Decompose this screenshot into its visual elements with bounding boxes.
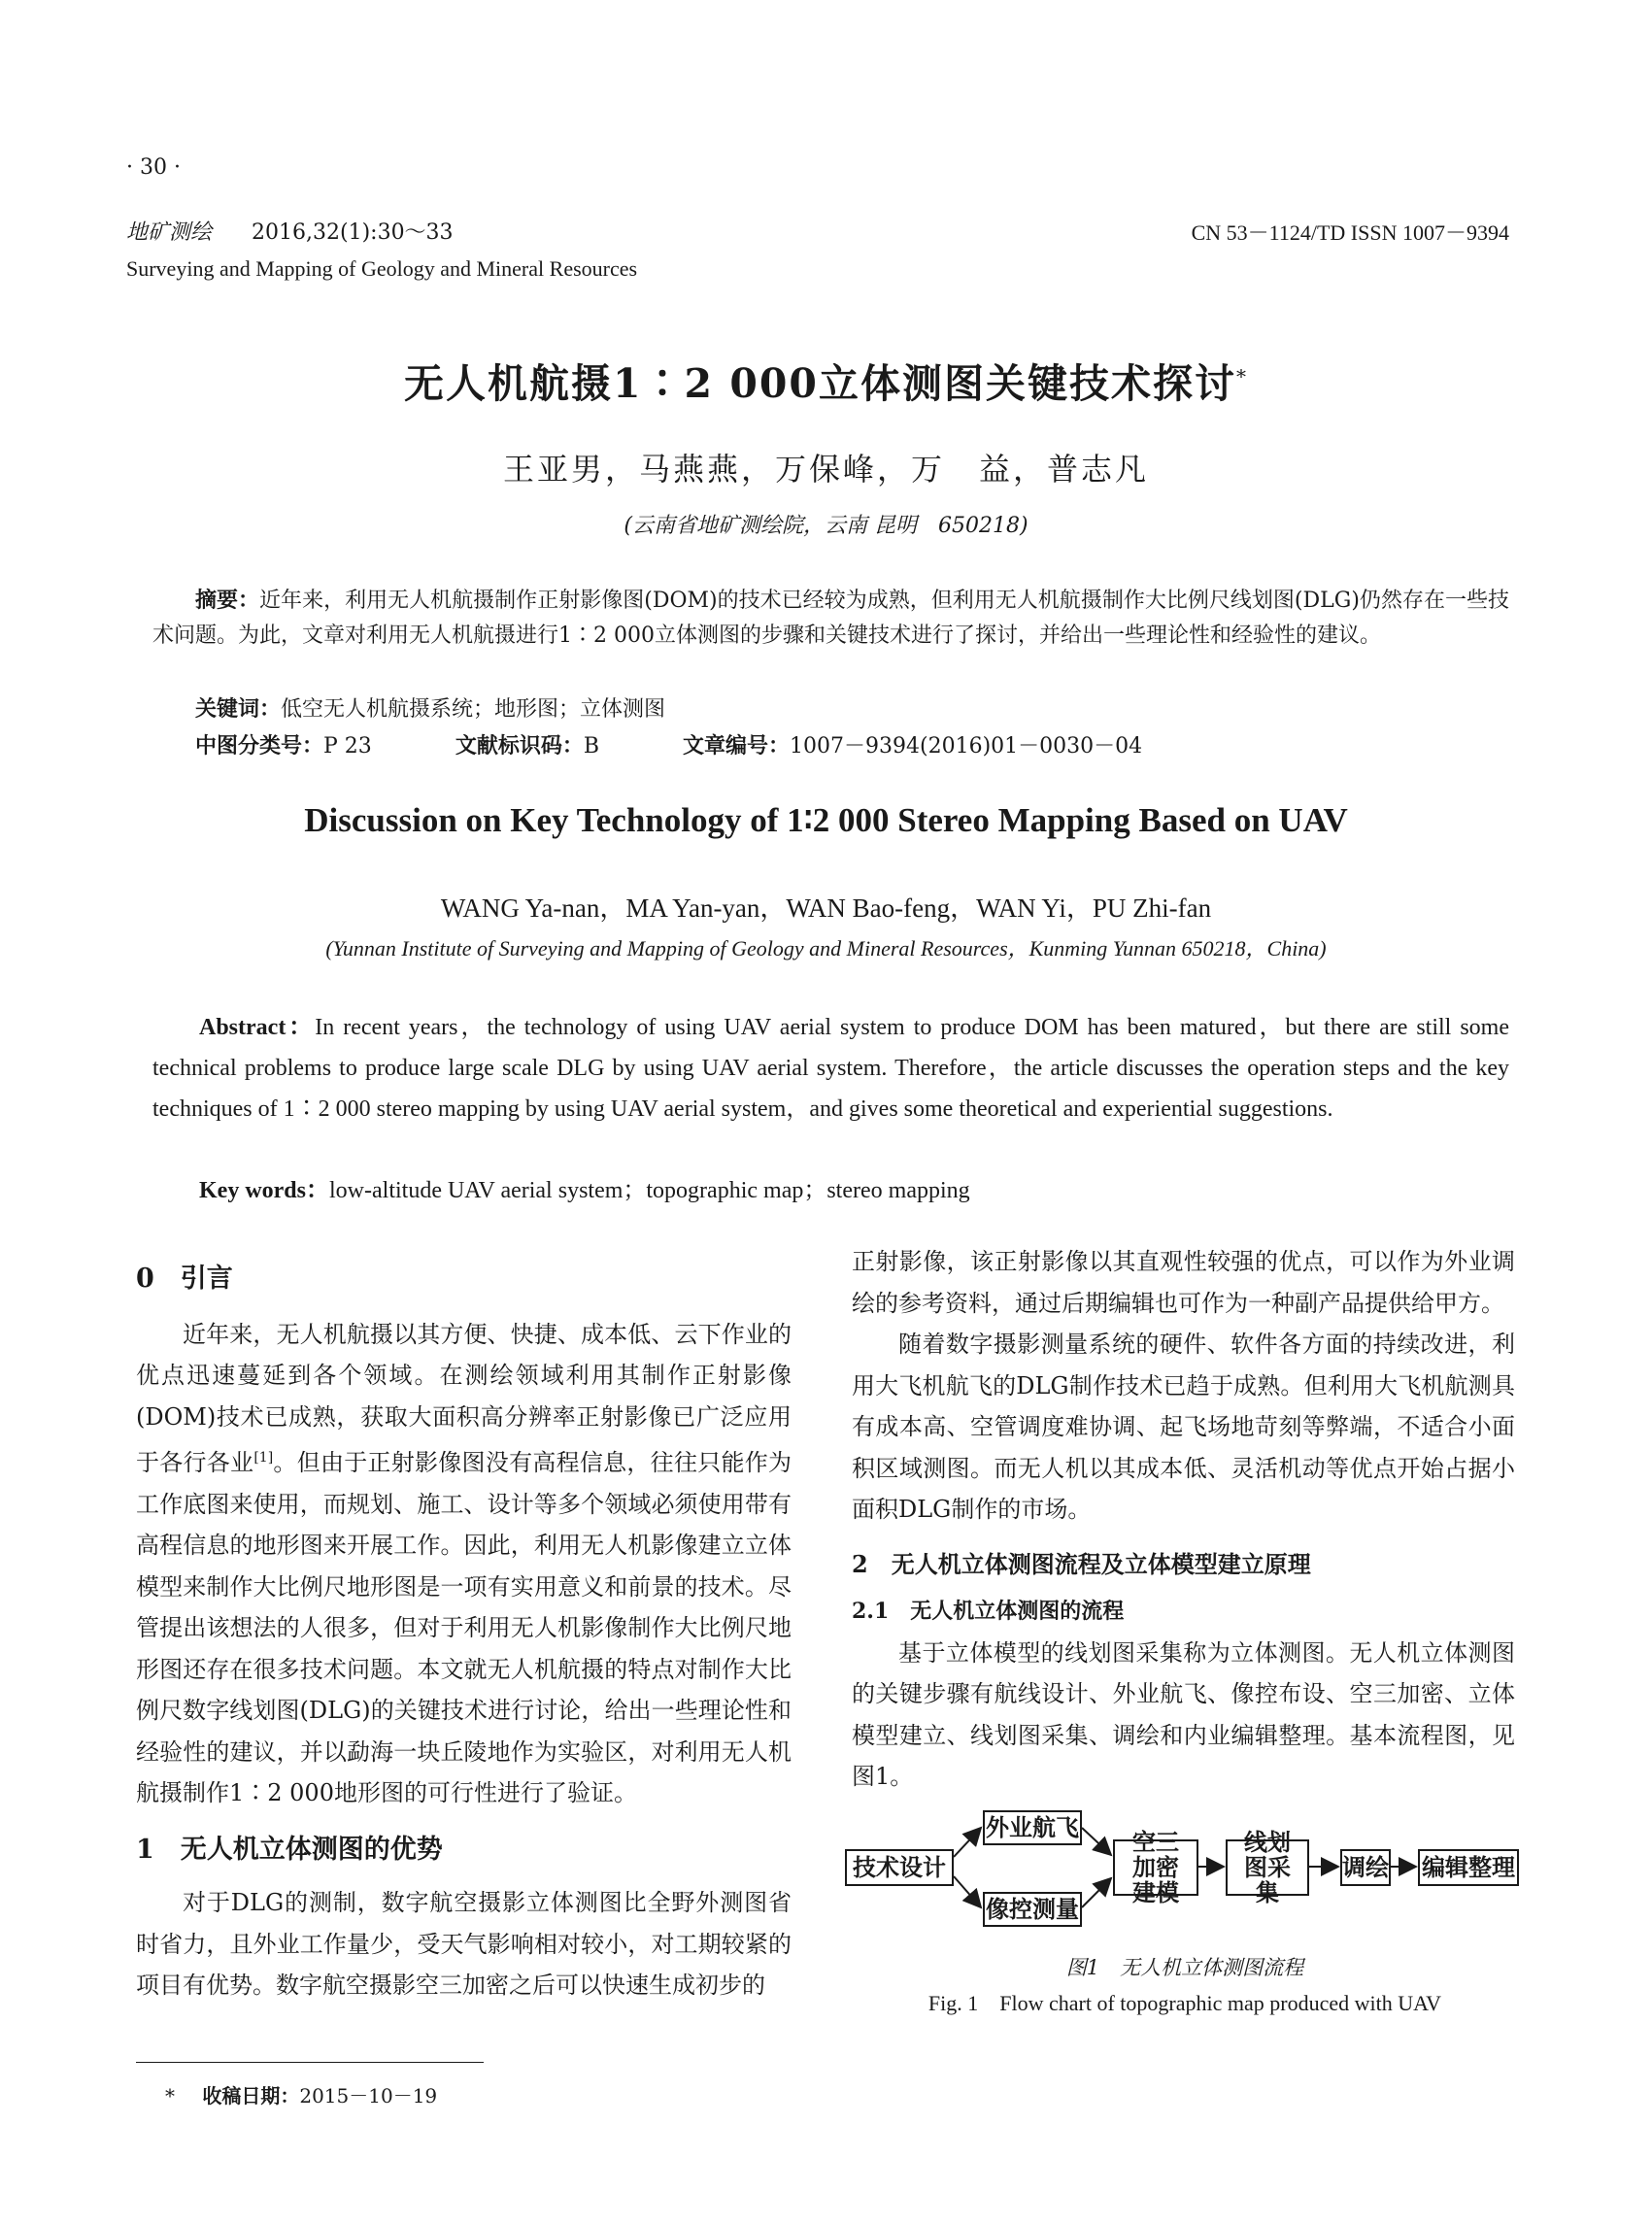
clc-label: 中图分类号： [195,733,324,759]
journal-name-en: Surveying and Mapping of Geology and Mineral Resources [126,256,638,281]
abstract-en-text: In recent years，the technology of using UAV aerial system to produce DOM has been matured，but there are still some technical problems to produce large scale DLG by using UAV aerial system. Therefore，the article discusses the operation steps and the key techniques of 1∶2 000 stereo mapping by using UAV aerial system，and gives some theoretical and experiential suggestions. [152,1015,1509,1122]
citation-ref: [1] [253,1450,274,1466]
abstract-cn [152,583,1509,654]
keywords-en-label: Key words： [199,1178,329,1203]
authors-cn: 王亚男，马燕燕，万保峰，万 益，普志凡 [502,451,1149,488]
flow-node-editing: 编辑整理 [1418,1849,1519,1886]
flow-node-field-survey: 调绘 [1340,1849,1391,1886]
doc-code-label: 文献标识码： [455,733,584,759]
paper-title-cn [0,352,1652,409]
figure-caption-cn: 图1 无人机立体测图流程 [1065,1956,1304,1979]
section-0-text-a: 近年来，无人机航摄以其方便、快捷、成本低、云下作业的优点迅速蔓延到各个领域。在测绘领域利用其制作正射影像(DOM)技术已成熟，获取大面积高分辨率正射影像已广泛应用于各行各业 [136,1320,792,1476]
section-0-heading: 0 引言 [136,1264,233,1294]
title-cn-text: 无人机航摄1∶2 000立体测图关键技术探讨 [404,360,1236,407]
doc-code-value: B [583,734,599,759]
arrow-control-to-aerotriangulation [1082,1878,1111,1907]
title-footnote-mark: * [1235,364,1248,388]
flow-node-control-survey: 像控测量 [983,1892,1082,1927]
footnote-date: 2015－10－19 [299,2084,438,2107]
arrow-design-to-flight [954,1828,981,1857]
section-2-1-heading: 2.1 无人机立体测图的流程 [852,1599,1125,1624]
left-column [136,1259,792,2006]
keywords-cn-label: 关键词： [195,696,282,722]
affiliation-en: (Yunnan Institute of Surveying and Mapping of Geology and Mineral Resources，Kunming Yunnan 650218，China) [325,936,1327,961]
keywords-en-text: low-altitude UAV aerial system；topographic map；stereo mapping [329,1178,970,1203]
arrow-flight-to-aerotriangulation [1082,1828,1111,1855]
section-2-1-paragraph: 基于立体模型的线划图采集称为立体测图。无人机立体测图的关键步骤有航线设计、外业航飞、像控布设、空三加密、立体模型建立、线划图采集、调绘和内业编辑整理。基本流程图，见图1。 [852,1638,1515,1790]
abstract-cn-text: 近年来，利用无人机航摄制作正射影像图(DOM)的技术已经较为成熟，但利用无人机航摄制作大比例尺线划图(DLG)仍然存在一些技术问题。为此，文章对利用无人机航摄进行1∶2 000立体测图的步骤和关键技术进行了探讨，并给出一些理论性和经验性的建议。 [152,589,1509,648]
footnote-label: 收稿日期： [202,2084,300,2107]
journal-citation: 2016,32(1):30～33 [252,220,454,245]
page-number: · 30 · [126,155,181,180]
abstract-cn-label: 摘要： [195,588,260,613]
figure-caption-en: Fig. 1 Flow chart of topographic map produced with UAV [927,1991,1442,2015]
keywords-cn-text: 低空无人机航摄系统；地形图；立体测图 [281,697,666,722]
keywords-en [152,1170,1556,1211]
footnote-mark: * [165,2084,175,2107]
section-0-text-b: 。但由于正射影像图没有高程信息，往往只能作为工作底图来使用，而规划、施工、设计等多个领域必须使用带有高程信息的地形图来开展工作。因此，利用无人机影像建立立体模型来制作大比例尺地形图是一项有实用意义和前景的技术。尽管提出该想法的人很多，但对于利用无人机影像制作大比例尺地形图还存在很多技术问题。本文就无人机航摄的特点对制作大比例尺数字线划图(DLG)的关键技术进行讨论，给出一些理论性和经验性的建议，并以勐海一块丘陵地作为实验区，对利用无人机航摄制作1∶2 000地形图的可行性进行了验证。 [136,1449,792,1806]
authors-en: WANG Ya-nan，MA Yan-yan，WAN Bao-feng，WAN Yi，PU Zhi-fan [440,893,1212,923]
section-1-paragraph: 对于DLG的测制，数字航空摄影立体测图比全野外测图省时省力，且外业工作量少，受天气影响相对较小，对工期较紧的项目有优势。数字航空摄影空三加密之后可以快速生成初步的 [136,1889,792,1999]
journal-header-cn [126,219,454,248]
continued-paragraph: 正射影像，该正射影像以其直观性较强的优点，可以作为外业调绘的参考资料，通过后期编辑也可作为一种副产品提供给甲方。 [852,1248,1515,1317]
clc-value: P 23 [323,734,372,759]
arrow-design-to-control [954,1876,981,1907]
flow-node-aerotriangulation: 空三加密建模 [1113,1839,1198,1896]
flow-node-aerial-flight: 外业航飞 [983,1810,1082,1845]
paper-title-en: Discussion on Key Technology of 1∶2 000 Stereo Mapping Based on UAV [304,801,1348,839]
section-1-paragraph-2: 随着数字摄影测量系统的硬件、软件各方面的持续改进，利用大飞机航飞的DLG制作技术已趋于成熟。但利用大飞机航测具有成本高、空管调度难协调、起飞场地苛刻等弊端，不适合小面积区域测图。而无人机以其成本低、灵活机动等优点开始占据小面积DLG制作的市场。 [852,1331,1515,1523]
flow-node-technical-design: 技术设计 [845,1849,954,1886]
classification-line [152,728,1552,764]
footnote-rule [136,2062,484,2063]
article-no-label: 文章编号： [683,733,791,759]
section-2-heading: 2 无人机立体测图流程及立体模型建立原理 [852,1549,1311,1578]
keywords-cn [152,691,1552,727]
section-0-paragraph [136,1314,792,1814]
flowchart-figure [845,1806,1525,1933]
abstract-en [152,1007,1509,1129]
footnote [165,2080,437,2108]
flow-node-line-collection: 线划图采集 [1226,1839,1309,1896]
section-1-heading: 1 无人机立体测图的优势 [136,1834,443,1865]
affiliation-cn: (云南省地矿测绘院，云南 昆明 650218) [624,514,1028,538]
journal-name-cn: 地矿测绘 [126,220,213,245]
right-column [852,1241,1515,1798]
journal-issn: CN 53－1124/TD ISSN 1007－9394 [1191,220,1509,245]
abstract-en-label: Abstract： [199,1015,316,1040]
article-no-value: 1007－9394(2016)01－0030－04 [790,734,1143,759]
